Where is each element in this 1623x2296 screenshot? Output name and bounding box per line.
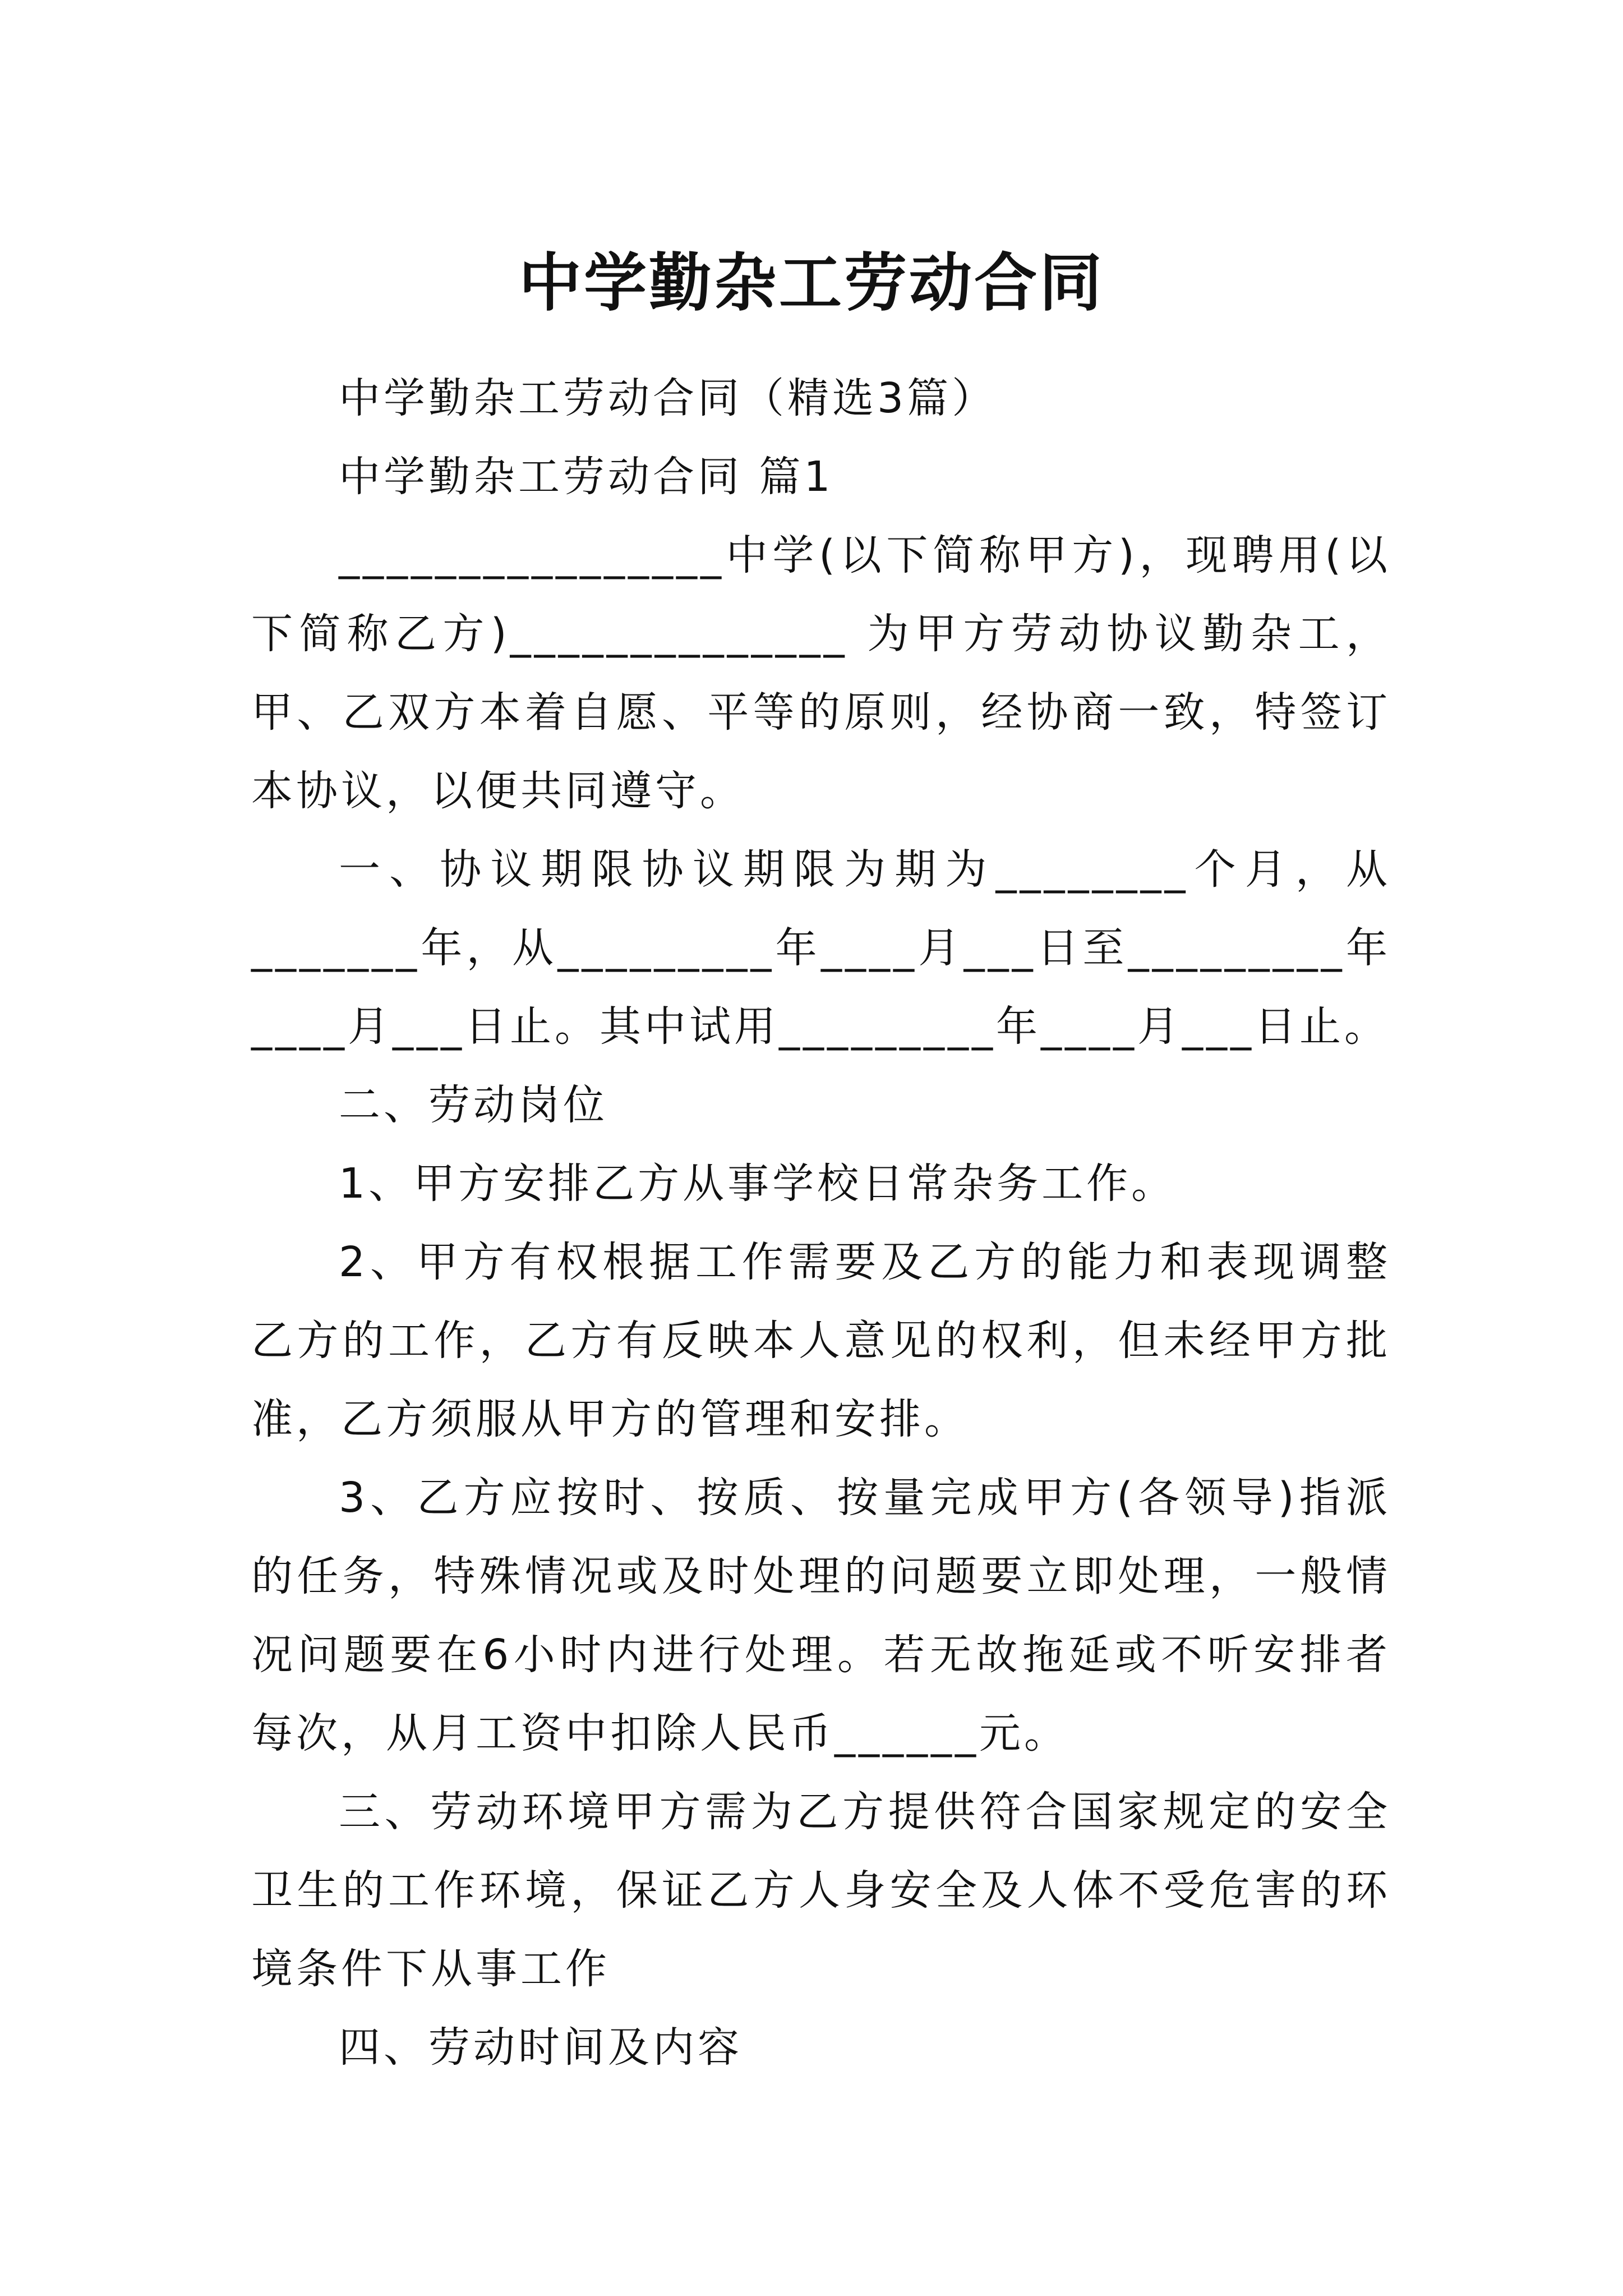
paragraph: 3、乙方应按时、按质、按量完成甲方(各领导)指派的任务，特殊情况或及时处理的问题要立即处理，一般情况问题要在6小时内进行处理。若无故拖延或不听安排者每次，从月工资中扣除人民币______元。 xyxy=(251,1474,1391,1757)
paragraph: 2、甲方有权根据工作需要及乙方的能力和表现调整乙方的工作，乙方有反映本人意见的权利，但未经甲方批准，乙方须服从甲方的管理和安排。 xyxy=(251,1238,1391,1443)
document-subtitle: 中学勤杂工劳动合同（精选3篇） xyxy=(339,374,997,422)
section-heading: 二、劳动岗位 xyxy=(339,1081,608,1129)
section-heading: 中学勤杂工劳动合同 篇1 xyxy=(339,453,834,501)
document-body xyxy=(251,359,1391,2087)
paragraph: ________________中学(以下简称甲方)，现聘用(以下简称乙方)______________ 为甲方劳动协议勤杂工，甲、乙双方本着自愿、平等的原则，经协商一致，特签订本协议，以便共同遵守。 xyxy=(251,531,1391,815)
section-heading: 四、劳动时间及内容 xyxy=(339,2023,743,2072)
paragraph: 一、协议期限协议期限为期为________个月，从_______年，从_________年____月___日至_________年____月___日止。其中试用_________年____月___日止。 xyxy=(251,845,1391,1051)
document-title: 中学勤杂工劳动合同 xyxy=(519,246,1104,320)
paragraph: 三、劳动环境甲方需为乙方提供符合国家规定的安全卫生的工作环境，保证乙方人身安全及人体不受危害的环境条件下从事工作 xyxy=(251,1788,1391,1993)
paragraph: 1、甲方安排乙方从事学校日常杂务工作。 xyxy=(339,1159,1177,1208)
